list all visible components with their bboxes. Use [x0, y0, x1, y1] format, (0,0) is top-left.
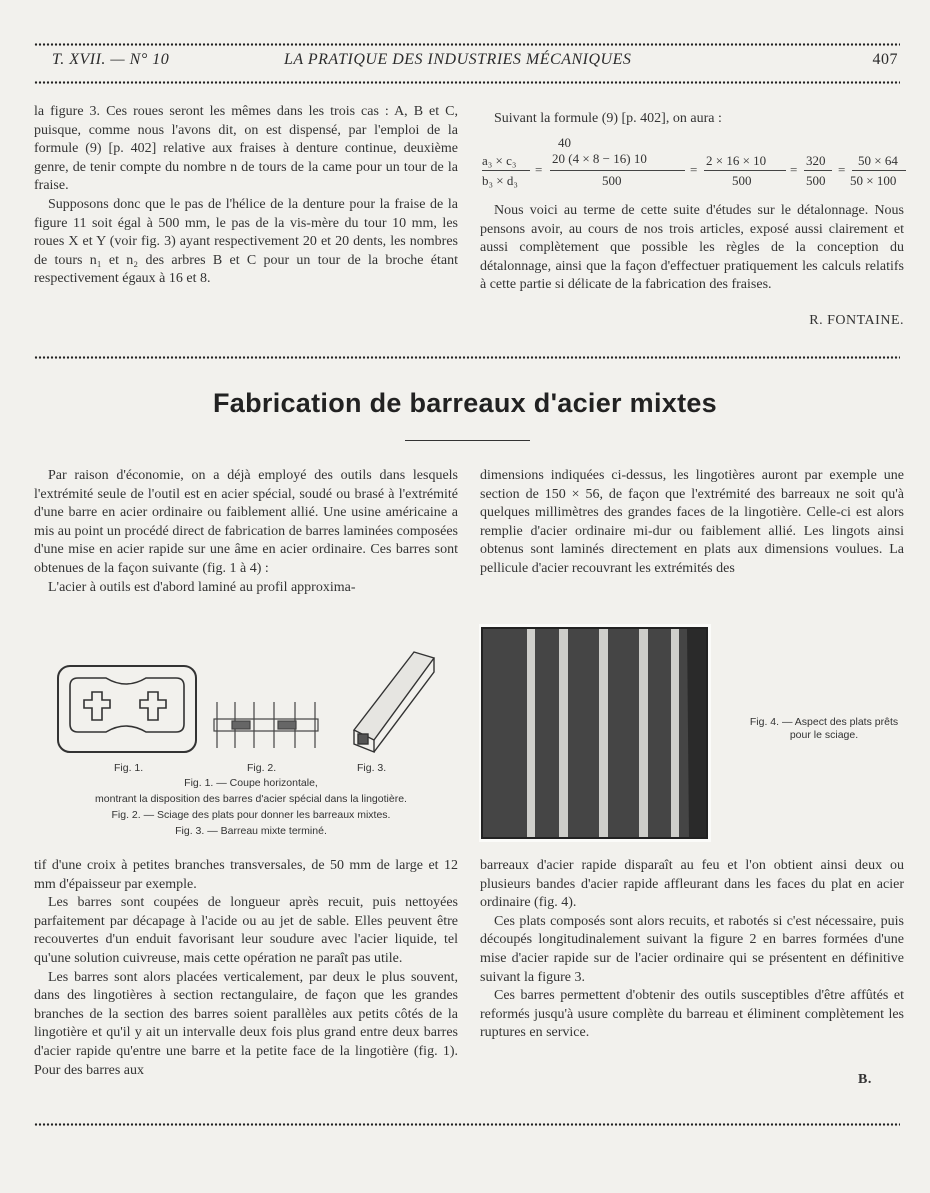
formula-t4-den: 50 × 100 — [850, 173, 897, 188]
author-signature: R. FONTAINE. — [809, 313, 904, 328]
header-rule-bottom — [34, 81, 900, 84]
fig2-label: Fig. 2. — [247, 762, 277, 774]
caption-line: Fig. 2. — Sciage des plats pour donner les barreaux mixtes. — [111, 809, 391, 821]
article-title: Fabrication de barreaux d'acier mixtes — [212, 388, 718, 418]
fig3-mixed-bar — [354, 652, 434, 752]
article-col1-top — [34, 467, 458, 597]
journal-title: LA PRATIQUE DES INDUSTRIES MÉCANIQUES — [284, 51, 632, 68]
paragraph: L'acier à outils est d'abord laminé au profil approxima- — [48, 579, 356, 595]
formula-bar — [482, 170, 530, 171]
formula-t3-den: 500 — [806, 173, 826, 188]
article-col2-bottom — [480, 857, 904, 1043]
paragraph: Suivant la formule (9) [p. 402], on aura : — [494, 111, 722, 126]
paragraph: Supposons donc que le pas de l'hélice de la denture pour la fraise de la figure 11 soit égal à 500 mm, le pas de la vis-mère du tour 10 mm, les roues X et Y (voir fig. 3) ayant respectivement 20 et 20 dents, les nombres de tours n₁ et n₂ des arbres B et C pour un tour de la broche étant respectivement égaux à 16 et 8. — [34, 196, 458, 287]
fig2-sawing — [214, 702, 318, 748]
formula-lhs-den: b₃ × d₃ — [482, 173, 518, 188]
paragraph: barreaux d'acier rapide disparaît au feu et l'on obtient ainsi deux ou plusieurs bandes d'acier rapide affleurant dans les faces du plat en acier ordinaire (fig. 4). — [480, 858, 904, 911]
formula-t2-den: 500 — [732, 173, 752, 188]
formula-t4-num: 50 × 64 — [858, 153, 898, 168]
equals-sign: = — [690, 162, 698, 177]
paragraph: Les barres sont coupées de longueur après recuit, puis nettoyées parfaitement par décapage à l'acide ou au jet de sable. Elles peuvent être recouvertes d'un enduit favorisant leur soudure avec l'acier liquide, tel qu'une solution cuivreuse, mais cette opération ne paraît pas utile. — [34, 895, 458, 966]
fig4-photo — [479, 624, 711, 842]
formula-bar — [704, 170, 786, 171]
section-rule — [34, 356, 900, 359]
figures-1-3 — [36, 648, 466, 758]
prev-article-col2-conclusion — [480, 202, 904, 295]
footer-rule — [34, 1123, 900, 1126]
volume-number: T. XVII. — N° 10 — [52, 51, 170, 68]
paragraph: Ces plats composés sont alors recuits, et rabotés si c'est nécessaire, puis découpés longitudinalement suivant la figure 2 en barres formées d'une mise d'acier rapide sur de l'acier ordinaire qui se présentent en définitive suivant la figure 3. — [480, 913, 904, 985]
formula-t2-num: 2 × 16 × 10 — [706, 153, 767, 168]
caption-line: Fig. 1. — Coupe horizontale, — [184, 777, 318, 789]
prev-article-col1 — [34, 103, 458, 289]
title-underline — [405, 440, 530, 441]
article-col2-top — [480, 467, 904, 579]
paragraph: Par raison d'économie, on a déjà employé des outils dans lesquels l'extrémité seule de l'outil est en acier spécial, soudé ou brasé à l'extrémité d'une barre en acier ordinaire ou faiblement allié. Une usine américaine a mis au point un procédé direct de fabrication de barres laminées composées d'une mise en acier rapide sur une âme en acier ordinaire. Ces barres sont obtenues de la façon suivante (fig. 1 à 4) : — [34, 468, 458, 576]
equals-sign: = — [838, 162, 846, 177]
paragraph: Ces barres permettent d'obtenir des outils susceptibles d'être affûtés et reformés jusqu'à usure complète du barreau et éliminent complètement les ruptures en service. — [480, 988, 904, 1041]
caption-line: montrant la disposition des barres d'acier spécial dans la lingotière. — [95, 793, 407, 805]
article-col1-bottom — [34, 857, 458, 1080]
figures-captions — [36, 775, 466, 839]
caption-line: Fig. 3. — Barreau mixte terminé. — [175, 825, 327, 837]
formula-lhs-num: a₃ × c₃ — [482, 153, 517, 168]
fig4-caption: Fig. 4. — Aspect des plats prêts pour le sciage. — [749, 716, 899, 741]
formula-t1-den: 500 — [602, 173, 622, 188]
formula-t1-top: 40 — [558, 135, 571, 150]
fig1-ingot-section — [58, 666, 196, 752]
paragraph: Nous voici au terme de cette suite d'études sur le détalonnage. Nous pensons avoir, au cours de nos trois articles, exposé aussi clairement et aussi complètement que possible les règles de la conception du détalonnage, ainsi que la façon d'effectuer pratiquement les calculs relatifs à cette partie si délicate de la fabrication des fraises. — [480, 203, 904, 293]
formula-bar — [804, 170, 832, 171]
equals-sign: = — [790, 162, 798, 177]
prev-article-col2-intro — [480, 110, 904, 129]
paragraph: Les barres sont alors placées verticalement, par deux le plus souvent, dans des lingotières à section rectangulaire, de façon que les grandes branches de la section des barres soient parallèles aux petits côtés de la lingotière et qu'il y ait un intervalle deux fois plus grand entre deux barres d'acier rapide qu'entre une barre et la petite face de la lingotière (fig. 1). Pour des barres aux — [34, 969, 458, 1078]
running-header — [52, 51, 898, 73]
formula-t1-num: 20 (4 × 8 − 16) 10 — [552, 151, 647, 166]
formula-bar — [550, 170, 685, 171]
paragraph: tif d'une croix à petites branches transversales, de 50 mm de large et 12 mm d'épaisseur par exemple. — [34, 858, 458, 892]
fig1-label: Fig. 1. — [114, 762, 144, 774]
formula-t3-num: 320 — [806, 153, 826, 168]
page-number: 407 — [872, 51, 898, 68]
formula-bar — [852, 170, 906, 171]
equals-sign: = — [535, 162, 543, 177]
paragraph: dimensions indiquées ci-dessus, les lingotières auront par exemple une section de 150 × 56, de façon que l'extrémité des barreaux ne soit qu'à quelques millimètres des grandes faces de la lingotière. Celle-ci est alors remplie d'acier ordinaire mi-dur ou faiblement allié. Les lingots ainsi obtenus sont laminés directement en plats aux dimensions voulues. La pellicule d'acier recouvrant les extrémités des — [480, 468, 904, 576]
formula — [480, 133, 904, 193]
header-rule-top — [34, 43, 900, 46]
article-signature: B. — [858, 1072, 872, 1087]
paragraph: la figure 3. Ces roues seront les mêmes dans les trois cas : A, B et C, puisque, comme nous l'avons dit, on est dispensé, par l'emploi de la formule (9) [p. 402] relative aux fraises à denture continue, deuxième genre, de tenir compte du nombre n de tours de la came pour un tour de la fraise. — [34, 104, 458, 194]
fig3-label: Fig. 3. — [357, 762, 387, 774]
